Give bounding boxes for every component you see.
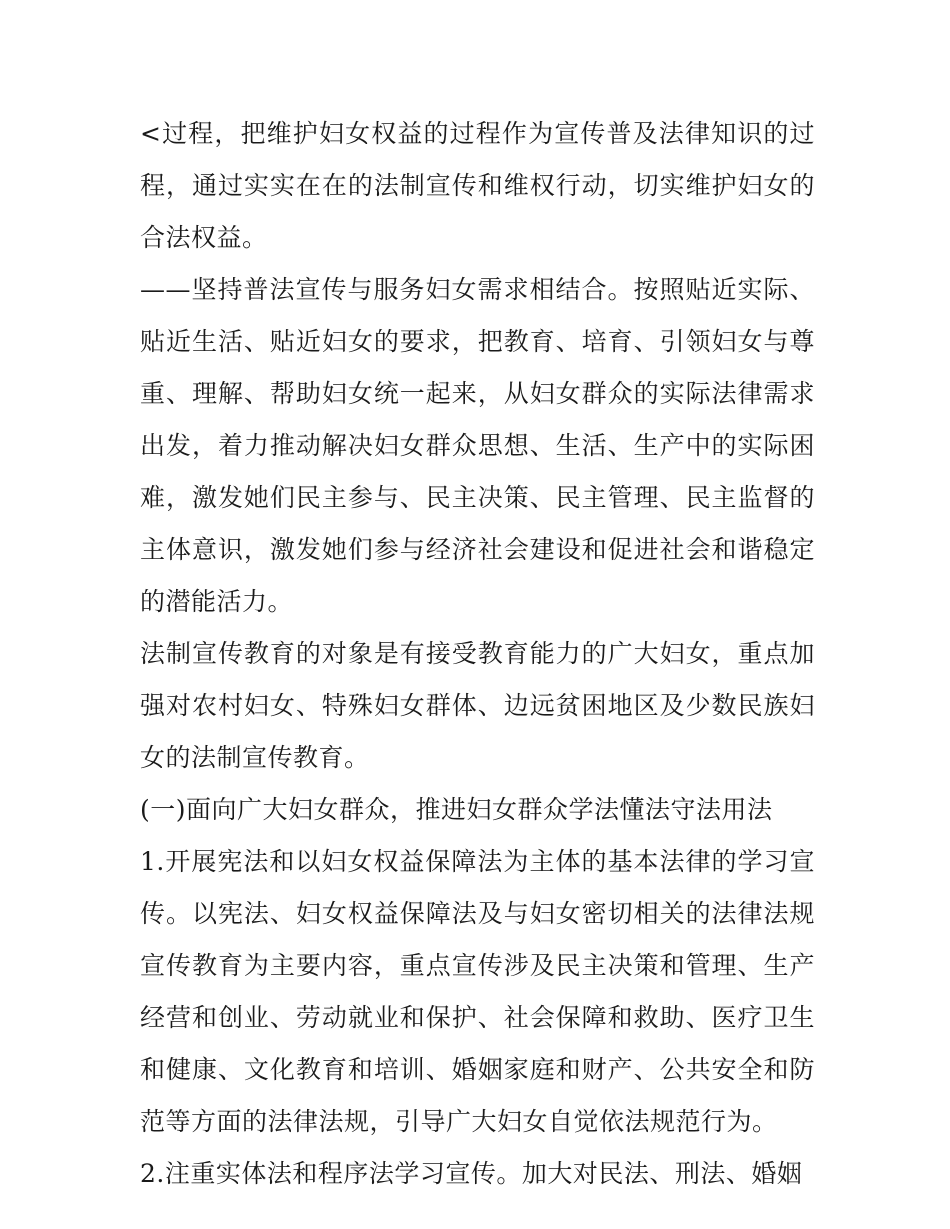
paragraph-2: ——坚持普法宣传与服务妇女需求相结合。按照贴近实际、贴近生活、贴近妇女的要求，把教育、培育、引领妇女与尊重、理解、帮助妇女统一起来，从妇女群众的实际法律需求出发，着力推动解决妇女群众思想、生活、生产中的实际困难，激发她们民主参与、民主决策、民主管理、民主监督的主体意识，激发她们参与经济社会建设和促进社会和谐稳定的潜能活力。 — [140, 275, 815, 616]
paragraph-1: <过程，把维护妇女权益的过程作为宣传普及法律知识的过程，通过实实在在的法制宣传和维权行动，切实维护妇女的合法权益。 — [140, 119, 815, 252]
document-page — [140, 108, 815, 1200]
paragraph-5: 2.注重实体法和程序法学习宣传。加大对民法、刑法、婚姻 — [140, 1159, 803, 1188]
paragraph-4: 1.开展宪法和以妇女权益保障法为主体的基本法律的学习宣传。以宪法、妇女权益保障法及与妇女密切相关的法律法规宣传教育为主要内容，重点宣传涉及民主决策和管理、生产经营和创业、劳动就业和保护、社会保障和救助、医疗卫生和健康、文化教育和培训、婚姻家庭和财产、公共安全和防范等方面的法律法规，引导广大妇女自觉依法规范行为。 — [140, 847, 815, 1136]
paragraph-3: 法制宣传教育的对象是有接受教育能力的广大妇女，重点加强对农村妇女、特殊妇女群体、边远贫困地区及少数民族妇女的法制宣传教育。 — [140, 639, 815, 772]
section-heading: (一)面向广大妇女群众，推进妇女群众学法懂法守法用法 — [140, 795, 773, 824]
